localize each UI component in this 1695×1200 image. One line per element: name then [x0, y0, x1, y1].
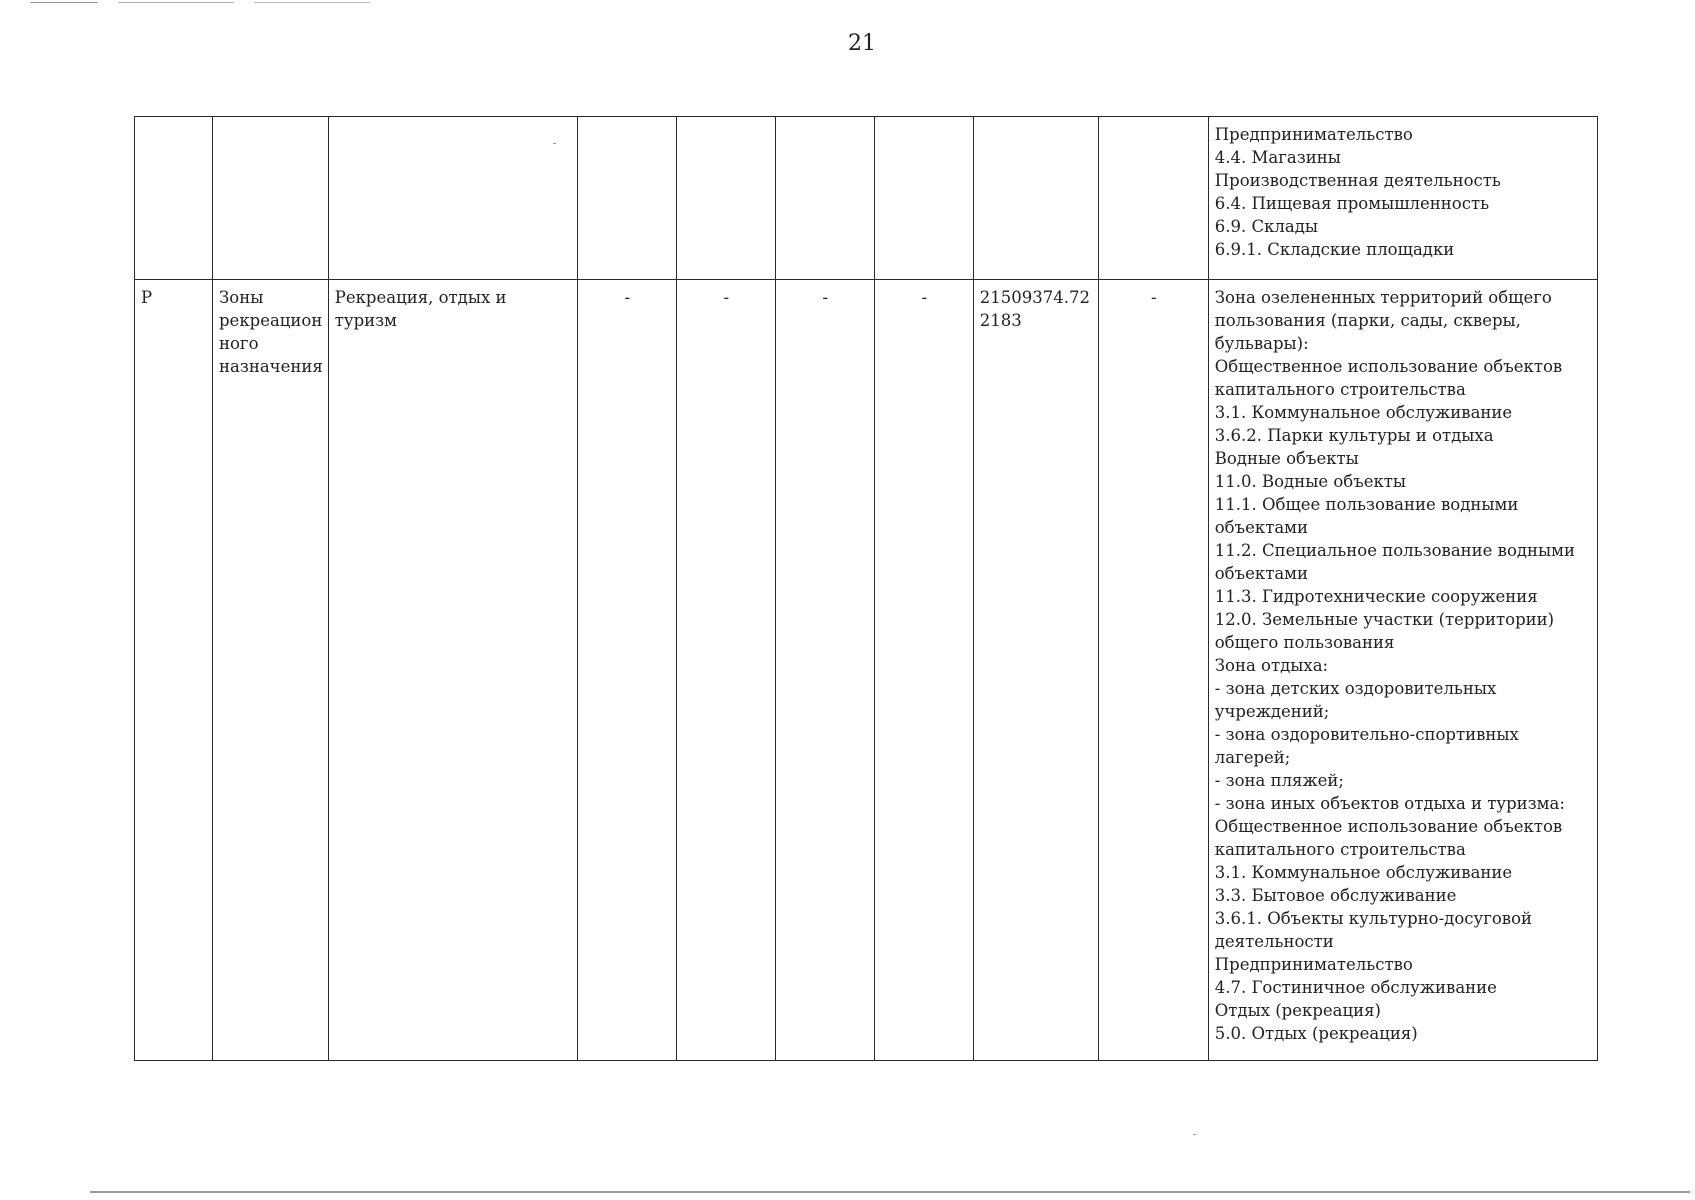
- table-row: [135, 280, 1598, 1061]
- zone-name-cell: [213, 117, 329, 280]
- scan-artifact-top: [30, 2, 370, 3]
- zone-purpose-cell: [328, 117, 577, 280]
- param-cell: -: [775, 280, 874, 1061]
- param-cell: -: [1098, 280, 1208, 1061]
- zone-name-cell: Зоны рекреацион ного назначения: [213, 280, 329, 1061]
- zone-purpose-cell: Рекреация, отдых и туризм: [328, 280, 577, 1061]
- param-cell: [775, 117, 874, 280]
- scan-speck: [553, 143, 556, 144]
- zone-area-cell: [973, 117, 1098, 280]
- param-cell: [577, 117, 676, 280]
- zones-table: [134, 116, 1598, 1061]
- permitted-uses-list: Предпринимательство 4.4. Магазины Производственная деятельность 6.4. Пищевая промышленность 6.9. Склады 6.9.1. Складские площадки: [1214, 125, 1501, 259]
- zone-code-cell: Р: [135, 280, 213, 1061]
- param-cell: -: [577, 280, 676, 1061]
- permitted-uses-cell: [1208, 117, 1597, 280]
- zone-area-cell: 21509374.72 2183: [973, 280, 1098, 1061]
- scan-artifact-bottom: [90, 1191, 1690, 1193]
- param-cell: [676, 117, 775, 280]
- param-cell: -: [676, 280, 775, 1061]
- zone-code-cell: [135, 117, 213, 280]
- param-cell: [1098, 117, 1208, 280]
- permitted-uses-list: Зона озелененных территорий общего пользования (парки, сады, скверы, бульвары): Общественное использование объектов капитального строительства 3.1. Коммунальное обслуживание 3.6.2. Парки культуры и отдыха Водные объекты 11.0. Водные объекты 11.1. Общее пользование водными объектами 11.2. Специальное пользование водными объектами 11.3. Гидротехнические сооружения 12.0. Земельные участки (территории) общего пользования Зона отдыха: - зона детских оздоровительных учреждений; - зона оздоровительно-спортивных лагерей; - зона пляжей; - зона иных объектов отдыха и туризма: Общественное использование объектов капитального строительства 3.1. Коммунальное обслуживание 3.3. Бытовое обслуживание 3.6.1. Объекты культурно-досуговой деятельности Предпринимательство 4.7. Гостиничное обслуживание Отдых (рекреация) 5.0. Отдых (рекреация): [1214, 288, 1576, 1043]
- table-row: [135, 117, 1598, 280]
- scan-speck: [1193, 1134, 1196, 1135]
- page-number: 21: [848, 31, 876, 56]
- param-cell: [874, 117, 973, 280]
- param-cell: -: [874, 280, 973, 1061]
- permitted-uses-cell: [1208, 280, 1597, 1061]
